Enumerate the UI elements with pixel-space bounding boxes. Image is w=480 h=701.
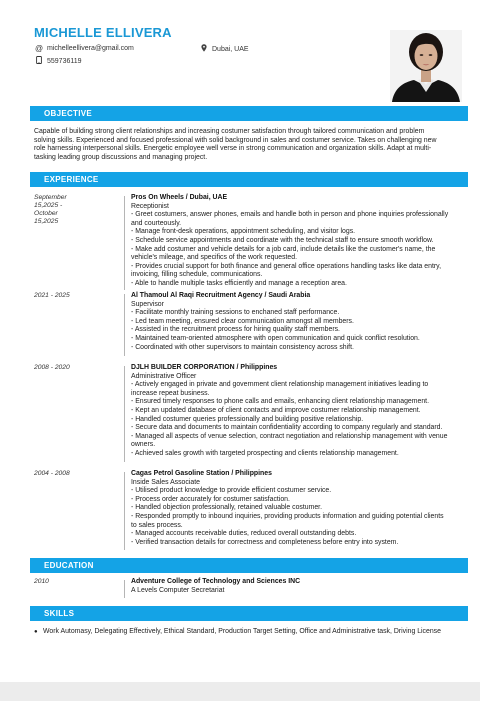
duty-line: - Secure data and documents to maintain confidentiality according to company regularly and standard. [131, 424, 443, 432]
skills-text: Work Automasy, Delegating Effectively, Ethical Standard, Production Target Setting, Office and Administrative task, Driving License [43, 628, 441, 635]
duty-line: owners. [131, 441, 156, 449]
email-text: michelleellivera@gmail.com [47, 45, 134, 52]
objective-heading: OBJECTIVE [44, 109, 93, 118]
duty-line: - Handled costumer queries professionally and building positive relationship. [131, 415, 364, 423]
location-contact [199, 44, 249, 54]
experience-date [34, 470, 116, 478]
skills-list [34, 628, 464, 637]
experience-entry [34, 364, 468, 460]
phone-contact [34, 56, 82, 66]
experience-date [34, 292, 116, 300]
company-name: Pros On Wheels / Dubai, UAE [131, 194, 228, 201]
timeline-divider [124, 580, 125, 598]
duty-line: and courteously. [131, 219, 182, 227]
experience-details [131, 292, 467, 352]
phone-text: 559736119 [47, 57, 82, 65]
duty-line: - Verified transaction details for correctness and completeness before entry into system. [131, 538, 399, 546]
duty-line: - Achieved sales growth with targeted prospecting and clients relationship management. [131, 449, 399, 457]
job-title: Administrative Officer [131, 372, 197, 380]
map-pin-icon [199, 44, 209, 54]
duty-line: - Maintained team-oriented atmosphere with open communication and quick conflict resolution. [131, 334, 420, 342]
duty-line: - Utilised product knowledge to provide efficient costumer service. [131, 487, 332, 495]
mobile-phone-icon [34, 56, 44, 66]
course-name: A Levels Computer Secretariat [131, 586, 225, 594]
duty-line: - Managed all aspects of venue selection, contract negotiation and relationship management with venue [131, 432, 448, 440]
timeline-divider [124, 196, 125, 290]
experience-entry [34, 470, 468, 550]
duty-line: - Make add costumer and vehicle details for a job card, include details like the customer's name, the [131, 245, 436, 253]
timeline-divider [124, 294, 125, 356]
duty-line: - Led team meeting, ensured clear communication amongst all members. [131, 317, 354, 325]
duty-line: invoicing, filling schedule, communications. [131, 271, 263, 279]
job-title: Inside Sales Associate [131, 478, 200, 486]
company-name: Cagas Petrol Gasoline Station / Philippines [131, 470, 272, 477]
experience-details [131, 364, 467, 459]
education-details [131, 578, 467, 595]
objective-line: Capable of building strong client relationships and increasing costumer satisfaction through tailored communication and problem [34, 128, 425, 135]
experience-details [131, 470, 467, 547]
job-title: Receptionist [131, 202, 169, 210]
candidate-name: MICHELLE ELLIVERA [34, 25, 172, 40]
date-line: September [34, 194, 67, 201]
duty-line: - Ensured timely responses to phone calls and emails, enhancing client relationship management. [131, 398, 429, 406]
date-line: 15,2025 [34, 218, 59, 225]
objective-line: role harnessing interpersonal skills. Energetic employee well verse in strong communication and organization skills. Adapt at multi- [34, 145, 432, 153]
page-bottom-margin [0, 682, 480, 701]
duty-line: - Manage front-desk operations, appointment scheduling, and visitor logs. [131, 228, 356, 236]
resume-header [0, 0, 480, 104]
at-sign-icon: @ [34, 44, 44, 53]
duty-line: - Responded promptly to inbound inquiries, providing products information and guiding potential clients [131, 512, 444, 520]
duty-line: - Handled objection professionally, retained valuable costumer. [131, 504, 323, 512]
duty-line: - Coordinated with other supervisors to maintain consistency across shift. [131, 343, 354, 351]
experience-details [131, 194, 467, 289]
duty-line: to sales process. [131, 521, 183, 529]
objective-section-header [30, 106, 468, 121]
experience-date [34, 364, 116, 372]
experience-date [34, 194, 116, 226]
objective-line: tasking leading group discussions and managing project. [34, 153, 208, 161]
timeline-divider [124, 366, 125, 462]
location-text: Dubai, UAE [212, 45, 249, 53]
email-contact [34, 44, 134, 53]
date-line: 2008 - 2020 [34, 364, 70, 371]
duty-line: - Schedule service appointments and coordinate with the technical staff to ensure smooth workflow. [131, 236, 434, 244]
duty-line: vehicle's mileage, and specifics of the work requested. [131, 254, 298, 262]
objective-text [34, 128, 464, 162]
experience-entry [34, 194, 468, 290]
job-title: Supervisor [131, 300, 164, 308]
duty-line: - Able to handle multiple tasks efficiently and manage a reception area. [131, 279, 347, 287]
duty-line: - Greet costumers, answer phones, emails and handle both in person and phone inquiries professionally [131, 211, 449, 219]
timeline-divider [124, 472, 125, 550]
company-name: Al Thamoul Al Raqi Recruitment Agency / Saudi Arabia [131, 292, 311, 299]
duty-line: - Facilitate monthly training sessions to enchaned staff performance. [131, 309, 340, 317]
skills-section-header [30, 606, 468, 621]
education-section-header [30, 558, 468, 573]
skills-heading: SKILLS [44, 609, 75, 618]
education-date: 2010 [34, 578, 49, 585]
duty-line: - Actively engaged in private and government client relationship management initiatives leading to [131, 381, 429, 389]
profile-photo [390, 30, 462, 102]
date-line: October [34, 210, 58, 217]
education-heading: EDUCATION [44, 561, 94, 570]
company-name: DJLH BUILDER CORPORATION / Philippines [131, 364, 278, 371]
school-name: Adventure College of Technology and Sciences INC [131, 578, 301, 585]
duty-line: increase repeat business. [131, 389, 210, 397]
duty-line: - Assisted in the recruitment process for hiring quality staff members. [131, 326, 340, 334]
experience-entry [34, 292, 468, 354]
bullet-icon: ● [34, 629, 38, 635]
duty-line: - Kept an updated database of client contacts and improve costumer relationship management. [131, 406, 421, 414]
date-line: 2004 - 2008 [34, 470, 70, 477]
date-line: 15,2025 - [34, 202, 63, 209]
education-entry [34, 578, 468, 598]
objective-line: solving skills. Experienced and focused professional with solid background in sales and costumer service. Takes on challenging new [34, 136, 437, 144]
date-line: 2021 - 2025 [34, 292, 70, 299]
duty-line: - Managed accounts receivable duties, reduced overall outstanding debts. [131, 530, 357, 538]
experience-section-header [30, 172, 468, 187]
duty-line: - Provides crucial support for both finance and general office operations handling tasks like data entry, [131, 262, 442, 270]
experience-heading: EXPERIENCE [44, 175, 99, 184]
duty-line: - Process order accurately for costumer satisfaction. [131, 495, 290, 503]
